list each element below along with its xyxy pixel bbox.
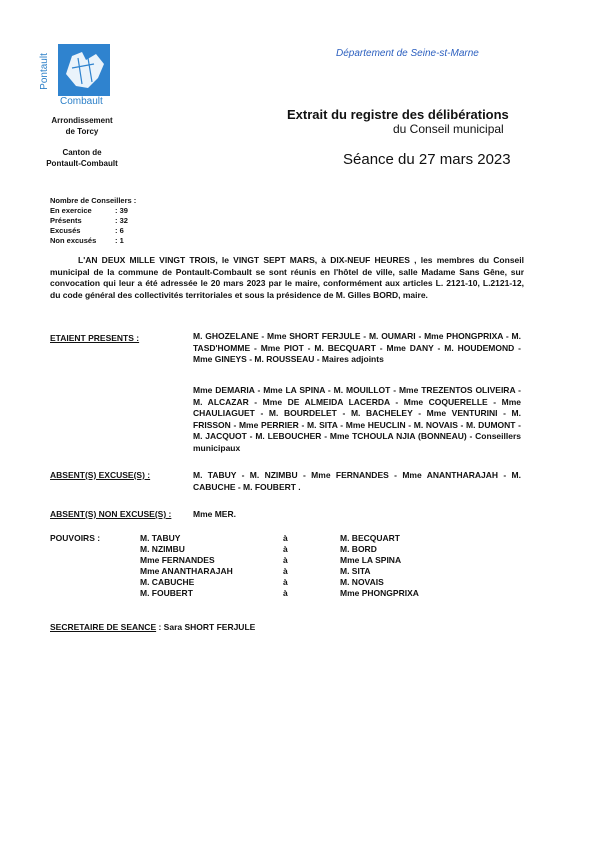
secretaire-name: : Sara SHORT FERJULE <box>158 622 256 632</box>
pouvoir-to: Mme LA SPINA <box>340 555 402 565</box>
pouvoir-a: à <box>283 533 288 543</box>
pouvoir-to: M. SITA <box>340 566 371 576</box>
logo-vertical-text: Pontault <box>38 53 50 90</box>
logo-map-icon <box>58 44 110 96</box>
seance-date: Séance du 27 mars 2023 <box>343 151 511 168</box>
count-row: Excusés : 6 <box>50 226 124 235</box>
council-counts <box>50 196 136 246</box>
pouvoir-a: à <box>283 588 288 598</box>
pouvoir-from: Mme FERNANDES <box>140 555 215 565</box>
presents-adjoints: M. GHOZELANE - Mme SHORT FERJULE - M. OUMARI - Mme PHONGPRIXA - M. TASD'HOMME - Mme PIOT - M. BECQUART - Mme DANY - M. HOUDEMOND - Mme GINEYS - M. ROUSSEAU - Maires adjoints <box>193 331 521 364</box>
logo-bottom-text: Combault <box>60 96 103 107</box>
counts-heading: Nombre de Conseillers : <box>50 196 137 205</box>
pouvoir-to: Mme PHONGPRIXA <box>340 588 419 598</box>
pouvoir-from: M. TABUY <box>140 533 181 543</box>
city-logo <box>38 44 114 110</box>
pouvoir-a: à <box>283 577 288 587</box>
pouvoir-a: à <box>283 555 288 565</box>
presents-conseillers: Mme DEMARIA - Mme LA SPINA - M. MOUILLOT - Mme TREZENTOS OLIVEIRA - M. ALCAZAR - Mme DE ALMEIDA LACERDA - Mme COQUERELLE - Mme CHAULIAGUET - M. BOURDELET - M. BACHELEY - Mme VENTURINI - M. FRISSON - Mme PERRIER - M. SITA - Mme HEUCLIN - M. NOVAIS - M. DUMONT - M. JACQUOT - M. LEBOUCHER - Mme TCHOULA NJIA (BONNEAU) - Conseillers municipaux <box>193 385 521 453</box>
absent-non-excuse-label: ABSENT(S) NON EXCUSE(S) : <box>50 509 172 519</box>
pouvoirs-a-column <box>283 533 288 599</box>
pouvoirs-to-column <box>340 533 419 599</box>
pouvoirs-label: POUVOIRS : <box>50 533 101 543</box>
department: Département de Seine-st-Marne <box>336 48 479 59</box>
pouvoir-to: M. NOVAIS <box>340 577 384 587</box>
presents-label: ETAIENT PRESENTS : <box>50 333 140 343</box>
document-subtitle: du Conseil municipal <box>393 122 504 136</box>
pouvoir-from: Mme ANANTHARAJAH <box>140 566 233 576</box>
pouvoirs-from-column <box>140 533 233 599</box>
absent-excuse-list: M. TABUY - M. NZIMBU - Mme FERNANDES - Mme ANANTHARAJAH - M. CABUCHE - M. FOUBERT . <box>193 470 521 492</box>
document-title: Extrait du registre des délibérations <box>287 107 509 122</box>
count-row: En exercice : 39 <box>50 206 128 215</box>
secretaire-de-seance <box>50 622 255 633</box>
canton: Canton de Pontault-Combault <box>46 148 118 168</box>
pouvoir-from: M. NZIMBU <box>140 544 185 554</box>
pouvoir-to: M. BECQUART <box>340 533 400 543</box>
pouvoir-to: M. BORD <box>340 544 377 554</box>
count-row: Non excusés : 1 <box>50 236 124 245</box>
intro-paragraph: L'AN DEUX MILLE VINGT TROIS, le VINGT SEPT MARS, à DIX-NEUF HEURES , les membres du Conseil municipal de la commune de Pontault-Combault se sont réunis en l'hôtel de ville, salle Madame Sans Gêne, sur convocation qui leur a été adressée le 20 mars 2023 par le maire, conformément aux articles L. 2121-10, L.2121-12, du code général des collectivités territoriales et sous la présidence de M. Gilles BORD, maire. <box>50 255 524 300</box>
secretaire-label: SECRETAIRE DE SEANCE <box>50 622 157 632</box>
absent-non-excuse-list: Mme MER. <box>193 509 236 519</box>
count-row: Présents : 32 <box>50 216 128 225</box>
pouvoir-a: à <box>283 566 288 576</box>
pouvoir-from: M. FOUBERT <box>140 588 193 598</box>
logo-emblem <box>58 44 110 96</box>
arrondissement: Arrondissement de Torcy <box>51 116 113 136</box>
pouvoir-a: à <box>283 544 288 554</box>
absent-excuse-label: ABSENT(S) EXCUSE(S) : <box>50 470 151 480</box>
pouvoir-from: M. CABUCHE <box>140 577 195 587</box>
